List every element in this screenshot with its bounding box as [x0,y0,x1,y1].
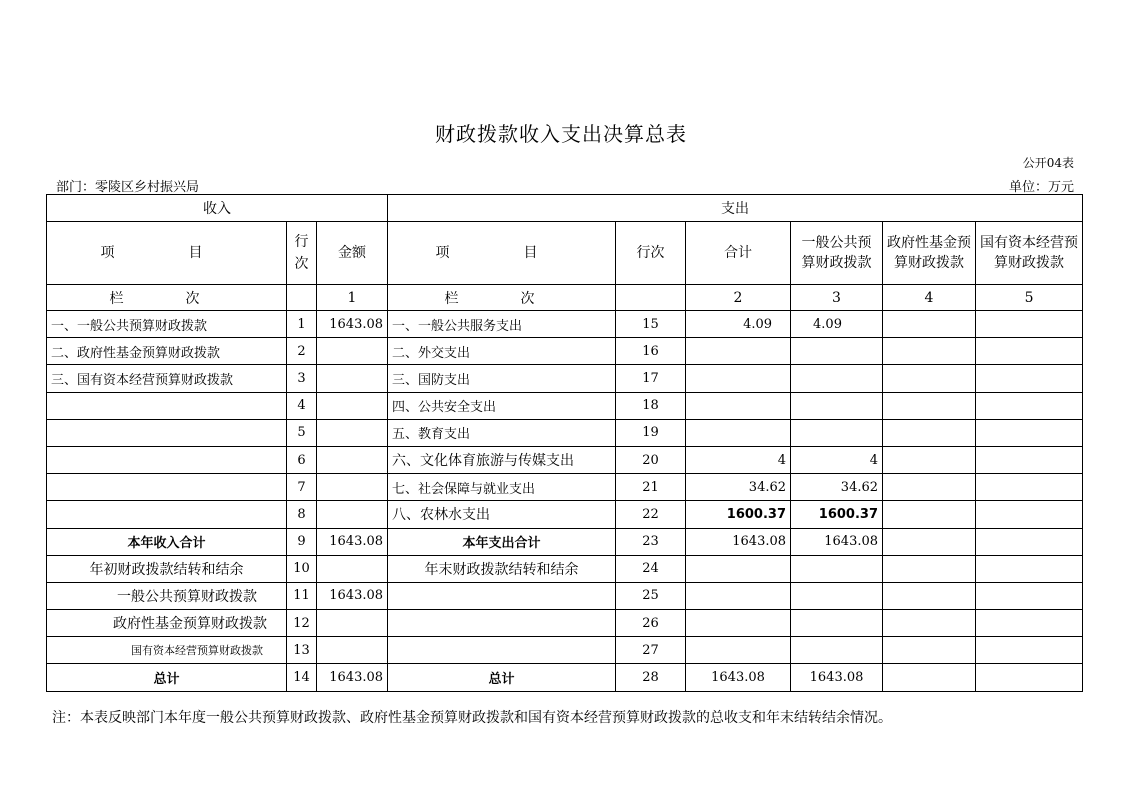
expense-capital [976,664,1083,691]
expense-line-no: 17 [616,365,686,392]
expense-capital [976,555,1083,582]
income-amount [317,338,388,365]
table-row [47,664,1083,691]
expense-general [791,365,883,392]
expense-capital [976,474,1083,501]
expense-fund [883,365,976,392]
expense-total [686,338,791,365]
expense-item: 八、农林水支出 [388,501,616,528]
expense-line-no: 26 [616,610,686,637]
expense-line-no: 16 [616,338,686,365]
table-row [47,474,1083,501]
income-line-no: 1 [287,311,317,338]
income-amount [317,474,388,501]
col-2-label: 2 [686,285,791,311]
section-header-row [47,195,1083,222]
income-item: 一、一般公共预算财政拨款 [47,311,287,338]
blank-cell [287,285,317,311]
blank-cell [616,285,686,311]
col-3-label: 3 [791,285,883,311]
income-amount [317,446,388,473]
table-row [47,501,1083,528]
expense-fund [883,501,976,528]
table-row [47,419,1083,446]
expense-item: 七、社会保障与就业支出 [388,474,616,501]
expense-fund [883,582,976,609]
income-item [47,474,287,501]
expense-fund [883,664,976,691]
expense-capital [976,365,1083,392]
expense-fund [883,392,976,419]
expense-total: 34.62 [686,474,791,501]
table-row [47,555,1083,582]
income-amount [317,555,388,582]
expense-general: 1600.37 [791,501,883,528]
expense-item [388,582,616,609]
expense-capital [976,528,1083,555]
column-header-row [47,222,1083,285]
col-4-label: 4 [883,285,976,311]
expense-line-no: 23 [616,528,686,555]
expense-capital [976,419,1083,446]
department-label: 部门：零陵区乡村振兴局 [56,180,200,195]
column-number-row [47,285,1083,311]
expense-fund [883,528,976,555]
expense-item: 二、外交支出 [388,338,616,365]
expense-item-header: 项 目 [388,222,616,285]
expense-general [791,582,883,609]
expense-item [388,637,616,664]
income-item-header: 项 目 [47,222,287,285]
expense-general: 1643.08 [791,528,883,555]
income-amount [317,610,388,637]
expense-fund [883,419,976,446]
income-amount: 1643.08 [317,582,388,609]
expense-fund [883,338,976,365]
expense-grand-total-label: 总计 [388,664,616,691]
income-amount: 1643.08 [317,311,388,338]
table-row [47,582,1083,609]
income-item: 二、政府性基金预算财政拨款 [47,338,287,365]
table-row [47,392,1083,419]
income-item [47,392,287,419]
income-item: 政府性基金预算财政拨款 [47,610,287,637]
expense-line-no: 27 [616,637,686,664]
table-row [47,311,1083,338]
income-column-label: 栏 次 [47,285,287,311]
expense-item: 三、国防支出 [388,365,616,392]
expense-line-no: 15 [616,311,686,338]
income-line-no: 3 [287,365,317,392]
income-item [47,419,287,446]
expense-line-header: 行次 [616,222,686,285]
expense-total [686,582,791,609]
expense-fund [883,555,976,582]
expense-total: 1643.08 [686,528,791,555]
table-row [47,610,1083,637]
income-line-no: 8 [287,501,317,528]
state-capital-header: 国有资本经营预算财政拨款 [976,222,1083,285]
expense-capital [976,610,1083,637]
expense-general [791,555,883,582]
expense-item: 年末财政拨款结转和结余 [388,555,616,582]
income-line-no: 9 [287,528,317,555]
expense-year-total-label: 本年支出合计 [388,528,616,555]
income-line-no: 5 [287,419,317,446]
expense-capital [976,311,1083,338]
expense-total [686,555,791,582]
expense-general: 4 [791,446,883,473]
expense-total: 1643.08 [686,664,791,691]
income-line-no: 11 [287,582,317,609]
expense-line-no: 20 [616,446,686,473]
income-amount: 1643.08 [317,664,388,691]
expense-capital [976,338,1083,365]
table-row [47,637,1083,664]
income-item [47,446,287,473]
expense-line-no: 21 [616,474,686,501]
income-amount [317,419,388,446]
expense-fund [883,311,976,338]
income-line-no: 7 [287,474,317,501]
col-1-label: 1 [317,285,388,311]
expense-column-label: 栏 次 [388,285,616,311]
income-section-header: 收入 [47,195,388,222]
expense-general [791,610,883,637]
expense-line-no: 25 [616,582,686,609]
gov-fund-header: 政府性基金预算财政拨款 [883,222,976,285]
expense-item: 五、教育支出 [388,419,616,446]
income-item: 国有资本经营预算财政拨款 [47,637,287,664]
income-item: 三、国有资本经营预算财政拨款 [47,365,287,392]
expense-line-no: 22 [616,501,686,528]
expense-capital [976,582,1083,609]
col-5-label: 5 [976,285,1083,311]
expense-line-no: 24 [616,555,686,582]
income-line-no: 13 [287,637,317,664]
income-amount [317,501,388,528]
income-line-no: 4 [287,392,317,419]
unit-label: 单位：万元 [1008,180,1074,195]
income-amount: 1643.08 [317,528,388,555]
table-row [47,338,1083,365]
income-amount [317,365,388,392]
expense-line-no: 19 [616,419,686,446]
income-line-no: 14 [287,664,317,691]
expense-section-header: 支出 [388,195,1083,222]
expense-total [686,419,791,446]
expense-fund [883,637,976,664]
table-row [47,446,1083,473]
expense-total: 4 [686,446,791,473]
expense-general [791,419,883,446]
expense-line-no: 28 [616,664,686,691]
expense-item [388,610,616,637]
form-number: 公开04表 [1022,156,1074,170]
table-row [47,528,1083,555]
income-amount [317,392,388,419]
expense-item: 一、一般公共服务支出 [388,311,616,338]
expense-general: 34.62 [791,474,883,501]
income-line-header: 行 次 [287,222,317,285]
income-grand-total-label: 总计 [47,664,287,691]
expense-fund [883,610,976,637]
expense-total [686,637,791,664]
income-line-no: 6 [287,446,317,473]
income-item: 一般公共预算财政拨款 [47,582,287,609]
table-row [47,365,1083,392]
footnote: 注：本表反映部门本年度一般公共预算财政拨款、政府性基金预算财政拨款和国有资本经营预算财政拨款的总收支和年末结转结余情况。 [52,710,892,726]
expense-total: 1600.37 [686,501,791,528]
expense-general [791,392,883,419]
page-title: 财政拨款收入支出决算总表 [435,122,687,146]
expense-general [791,637,883,664]
expense-capital [976,446,1083,473]
expense-total [686,392,791,419]
income-amount [317,637,388,664]
expense-fund [883,474,976,501]
expense-capital [976,501,1083,528]
expense-capital [976,392,1083,419]
budget-table [46,194,1083,692]
expense-general [791,338,883,365]
expense-capital [976,637,1083,664]
income-line-no: 10 [287,555,317,582]
expense-total [686,610,791,637]
expense-item: 六、文化体育旅游与传媒支出 [388,446,616,473]
expense-total [686,365,791,392]
expense-line-no: 18 [616,392,686,419]
expense-total-header: 合计 [686,222,791,285]
expense-item: 四、公共安全支出 [388,392,616,419]
income-line-no: 12 [287,610,317,637]
income-amount-header: 金额 [317,222,388,285]
general-budget-header: 一般公共预算财政拨款 [791,222,883,285]
income-item [47,501,287,528]
expense-total: 4.09 [686,311,791,338]
expense-general: 1643.08 [791,664,883,691]
income-line-no: 2 [287,338,317,365]
expense-general: 4.09 [791,311,883,338]
income-year-total-label: 本年收入合计 [47,528,287,555]
expense-fund [883,446,976,473]
income-item: 年初财政拨款结转和结余 [47,555,287,582]
